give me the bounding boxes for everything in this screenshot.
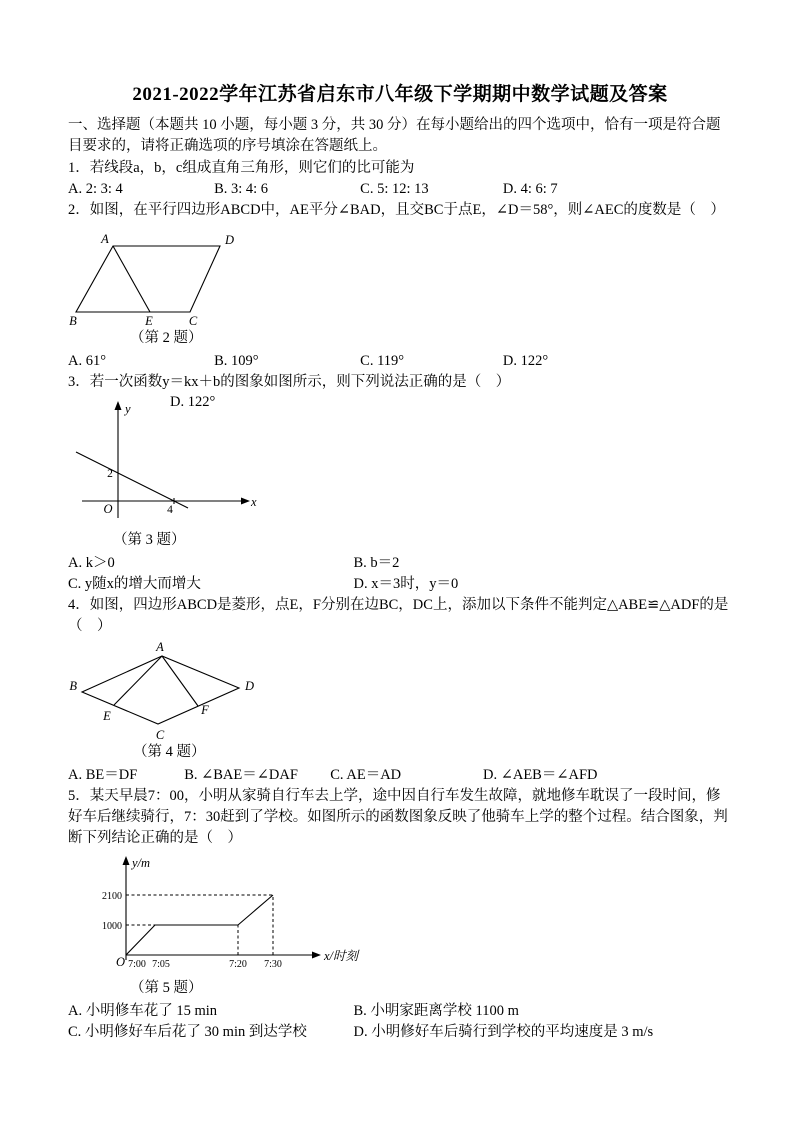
question-1-text: 1．若线段a，b，c组成直角三角形，则它们的比可能为 xyxy=(68,160,415,176)
x-axis-label: x/时刻 xyxy=(324,949,359,963)
q2-option-a: A. 61° xyxy=(68,353,107,369)
x-tick-720: 7:20 xyxy=(229,959,247,970)
q4-option-c: C. AE＝AD xyxy=(330,767,402,783)
q1-option-d: D. 4: 6: 7 xyxy=(502,181,558,197)
question-4-options xyxy=(68,765,732,786)
section-heading: 一、选择题（本题共 10 小题，每小题 3 分，共 30 分）在每小题给出的四个选项中，恰有一项是符合题目要求的，请将正确选项的序号填涂在答题纸上。 xyxy=(68,117,721,154)
y-tick-1000: 1000 xyxy=(102,921,122,932)
question-5-options-row-1 xyxy=(68,1001,732,1022)
question-3 xyxy=(68,372,732,595)
y-tick-2100: 2100 xyxy=(102,891,122,902)
point-label-F: F xyxy=(201,703,209,717)
q1-option-a: A. 2: 3: 4 xyxy=(68,181,123,197)
y-intercept-label: 2 xyxy=(107,468,113,480)
question-3-figure xyxy=(68,396,732,530)
axis-arrows xyxy=(115,401,251,505)
question-4-text: 4．如图，四边形ABCD是菱形，点E，F分别在边BC，DC上，添加以下条件不能判定△ABE≌△ADF的是（ ） xyxy=(68,597,729,634)
origin-label: O xyxy=(103,502,113,516)
vertex-label-A: A xyxy=(101,232,109,246)
x-axis-label: x xyxy=(251,495,257,509)
page-title: 2021-2022学年江苏省启东市八年级下学期期中数学试题及答案 xyxy=(132,84,668,105)
question-2-figure xyxy=(68,224,732,328)
question-2 xyxy=(68,200,732,372)
x-tick-730: 7:30 xyxy=(264,959,282,970)
question-5 xyxy=(68,786,732,1043)
linear-function-graph xyxy=(68,396,263,530)
question-2-options xyxy=(68,351,732,372)
distance-time-graph xyxy=(96,852,366,978)
q3-option-c: C. y随x的增大而增大 xyxy=(68,576,201,592)
y-axis-label: y xyxy=(125,402,131,416)
q2-option-d: D. 122° xyxy=(502,353,549,369)
question-5-options-row-2 xyxy=(68,1022,732,1043)
x-tick-700: 7:00 xyxy=(128,959,146,970)
vertex-label-C: C xyxy=(188,314,198,328)
q3-option-d: D. x＝3时，y＝0 xyxy=(353,576,459,592)
vertex-label-C: C xyxy=(155,728,165,742)
q5-option-b: B. 小明家距离学校 1100 m xyxy=(353,1003,519,1019)
q5-option-a: A. 小明修车花了 15 min xyxy=(68,1003,218,1019)
question-5-text: 5．某天早晨7：00，小明从家骑自行车去上学，途中因自行车发生故障，就地修车耽误了一段时间，修好车后继续骑行，7：30赶到了学校。如图所示的函数图象反映了他骑车上学的整个过程。结合图象，判断下列结论正确的是（ ） xyxy=(68,788,728,846)
question-3-text: 3．若一次函数y＝kx＋b的图象如图所示，则下列说法正确的是（ ） xyxy=(68,374,511,390)
q4-option-b: B. ∠BAE＝∠DAF xyxy=(184,767,298,783)
vertex-label-D: D xyxy=(245,679,255,693)
question-4 xyxy=(68,595,732,786)
q2-option-b: B. 109° xyxy=(214,353,259,369)
vertex-label-B: B xyxy=(69,314,77,328)
q1-option-c: C. 5: 12: 13 xyxy=(360,181,429,197)
figure-4-caption: （第 4 题） xyxy=(133,744,206,760)
q1-option-b: B. 3: 4: 6 xyxy=(214,181,269,197)
point-label-E: E xyxy=(103,709,111,723)
question-4-figure xyxy=(68,640,732,742)
q3-option-b: B. b＝2 xyxy=(353,555,400,571)
stray-option-text: D. 122° xyxy=(168,392,217,413)
point-label-E: E xyxy=(145,314,153,328)
origin-label: O xyxy=(116,955,126,969)
figure-2-caption: （第 2 题） xyxy=(130,330,203,346)
q3-option-a: A. k＞0 xyxy=(68,555,115,571)
q2-option-c: C. 119° xyxy=(360,353,405,369)
y-axis-label: y/m xyxy=(132,856,151,870)
q5-option-c: C. 小明修好车后花了 30 min 到达学校 xyxy=(68,1024,307,1040)
q5-option-d: D. 小明修好车后骑行到学校的平均速度是 3 m/s xyxy=(353,1024,654,1040)
question-2-text: 2．如图，在平行四边形ABCD中，AE平分∠BAD，且交BC于点E，∠D＝58°，则∠AEC的度数是（ ） xyxy=(68,202,725,218)
vertex-label-B: B xyxy=(69,679,77,693)
figure-5-caption: （第 5 题） xyxy=(130,980,203,996)
q4-option-a: A. BE＝DF xyxy=(68,767,138,783)
question-1-options xyxy=(68,179,732,200)
x-tick-705: 7:05 xyxy=(152,959,170,970)
parallelogram-shape xyxy=(76,246,220,312)
vertex-label-D: D xyxy=(225,233,235,247)
rhombus-figure xyxy=(68,640,278,742)
parallelogram-figure xyxy=(68,224,248,328)
vertex-label-A: A xyxy=(156,640,164,654)
x-intercept-label: 4 xyxy=(167,504,173,516)
question-3-options-row-2 xyxy=(68,574,732,595)
question-1 xyxy=(68,158,732,200)
question-5-figure xyxy=(96,852,732,978)
function-line xyxy=(76,452,188,508)
axis-arrows xyxy=(123,856,322,959)
figure-3-caption: （第 3 题） xyxy=(113,532,186,548)
question-3-options-row-1 xyxy=(68,553,732,574)
axes xyxy=(126,862,315,960)
q4-option-d: D. ∠AEB＝∠AFD xyxy=(482,767,598,783)
